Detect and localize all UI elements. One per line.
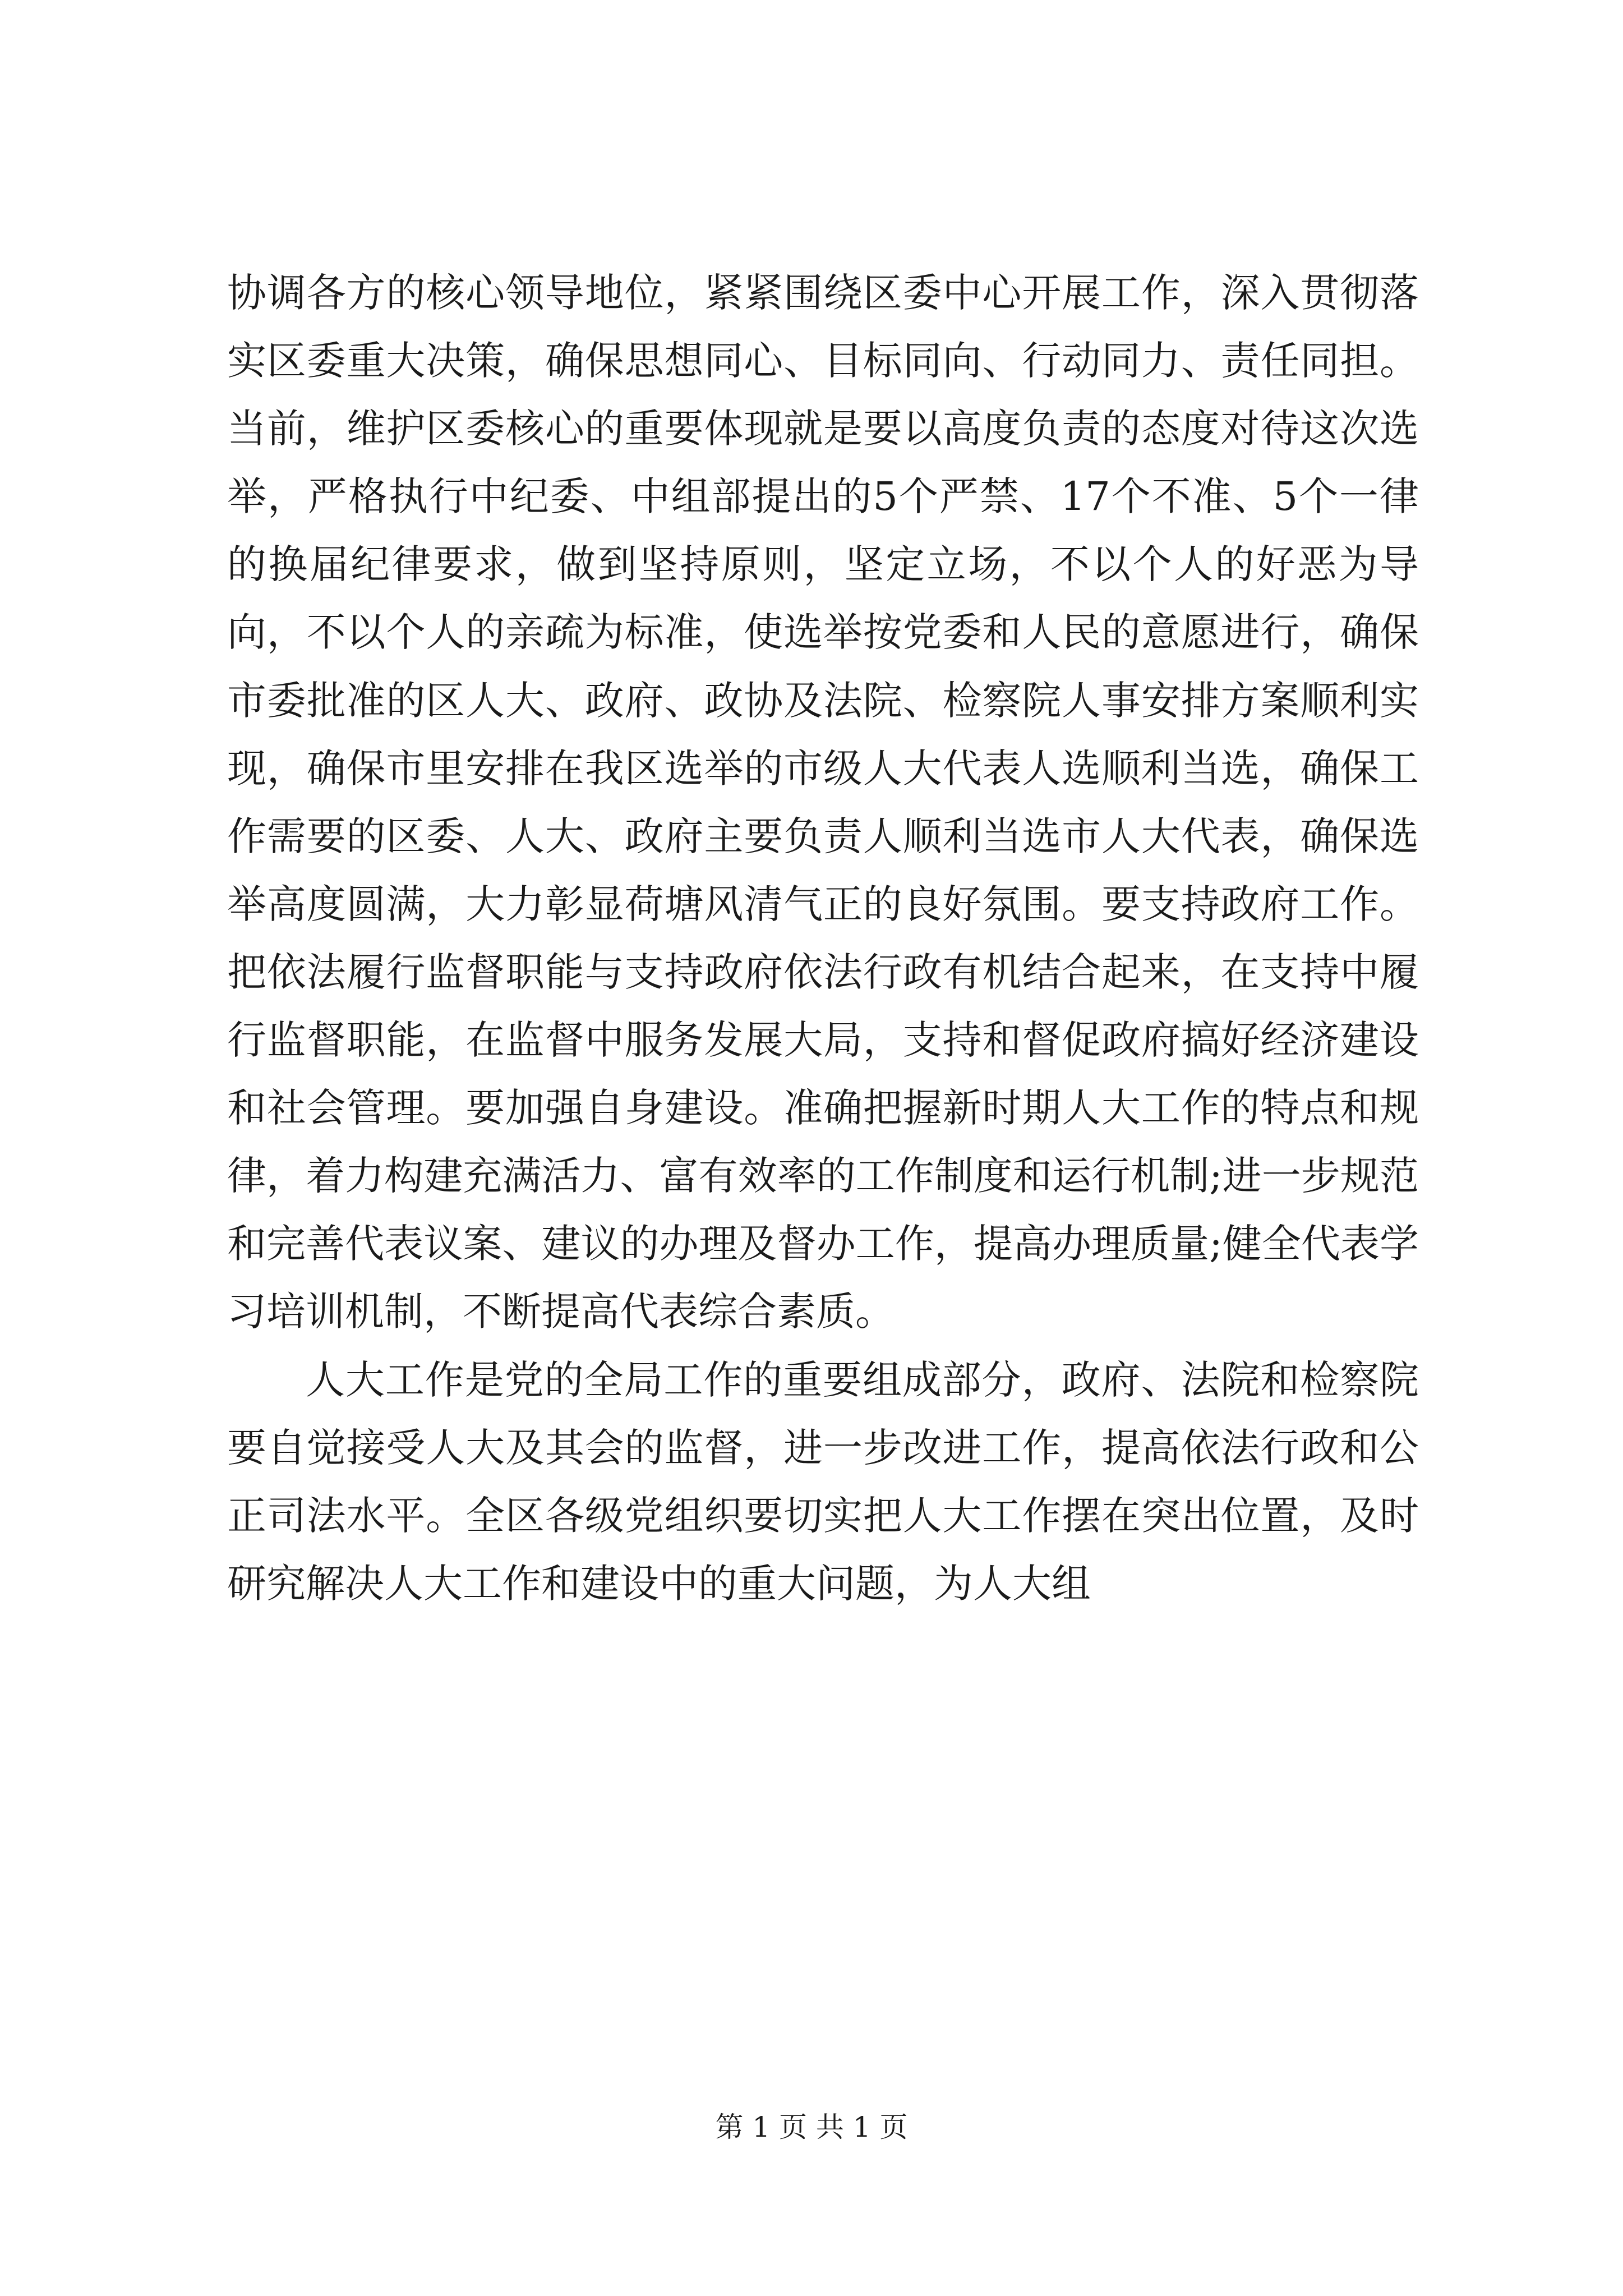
document-body: [227, 259, 1419, 1618]
page-footer: 第 1 页 共 1 页: [715, 2111, 908, 2143]
paragraph-2: 人大工作是党的全局工作的重要组成部分，政府、法院和检察院要自觉接受人大及其会的监督，进一步改进工作，提高依法行政和公正司法水平。全区各级党组织要切实把人大工作摆在突出位置，及时研究解决人大工作和建设中的重大问题，为人大组: [227, 1356, 1419, 1607]
paragraph-1: 协调各方的核心领导地位，紧紧围绕区委中心开展工作，深入贯彻落实区委重大决策，确保思想同心、目标同向、行动同力、责任同担。当前，维护区委核心的重要体现就是要以高度负责的态度对待这次选举，严格执行中纪委、中组部提出的5个严禁、17个不准、5个一律的换届纪律要求，做到坚持原则，坚定立场，不以个人的好恶为导向，不以个人的亲疏为标准，使选举按党委和人民的意愿进行，确保市委批准的区人大、政府、政协及法院、检察院人事安排方案顺利实现，确保市里安排在我区选举的市级人大代表人选顺利当选，确保工作需要的区委、人大、政府主要负责人顺利当选市人大代表，确保选举高度圆满，大力彰显荷塘风清气正的良好氛围。要支持政府工作。把依法履行监督职能与支持政府依法行政有机结合起来，在支持中履行监督职能，在监督中服务发展大局，支持和督促政府搞好经济建设和社会管理。要加强自身建设。准确把握新时期人大工作的特点和规律，着力构建充满活力、富有效率的工作制度和运行机制;进一步规范和完善代表议案、建议的办理及督办工作，提高办理质量;健全代表学习培训机制，不断提高代表综合素质。: [227, 270, 1419, 1335]
